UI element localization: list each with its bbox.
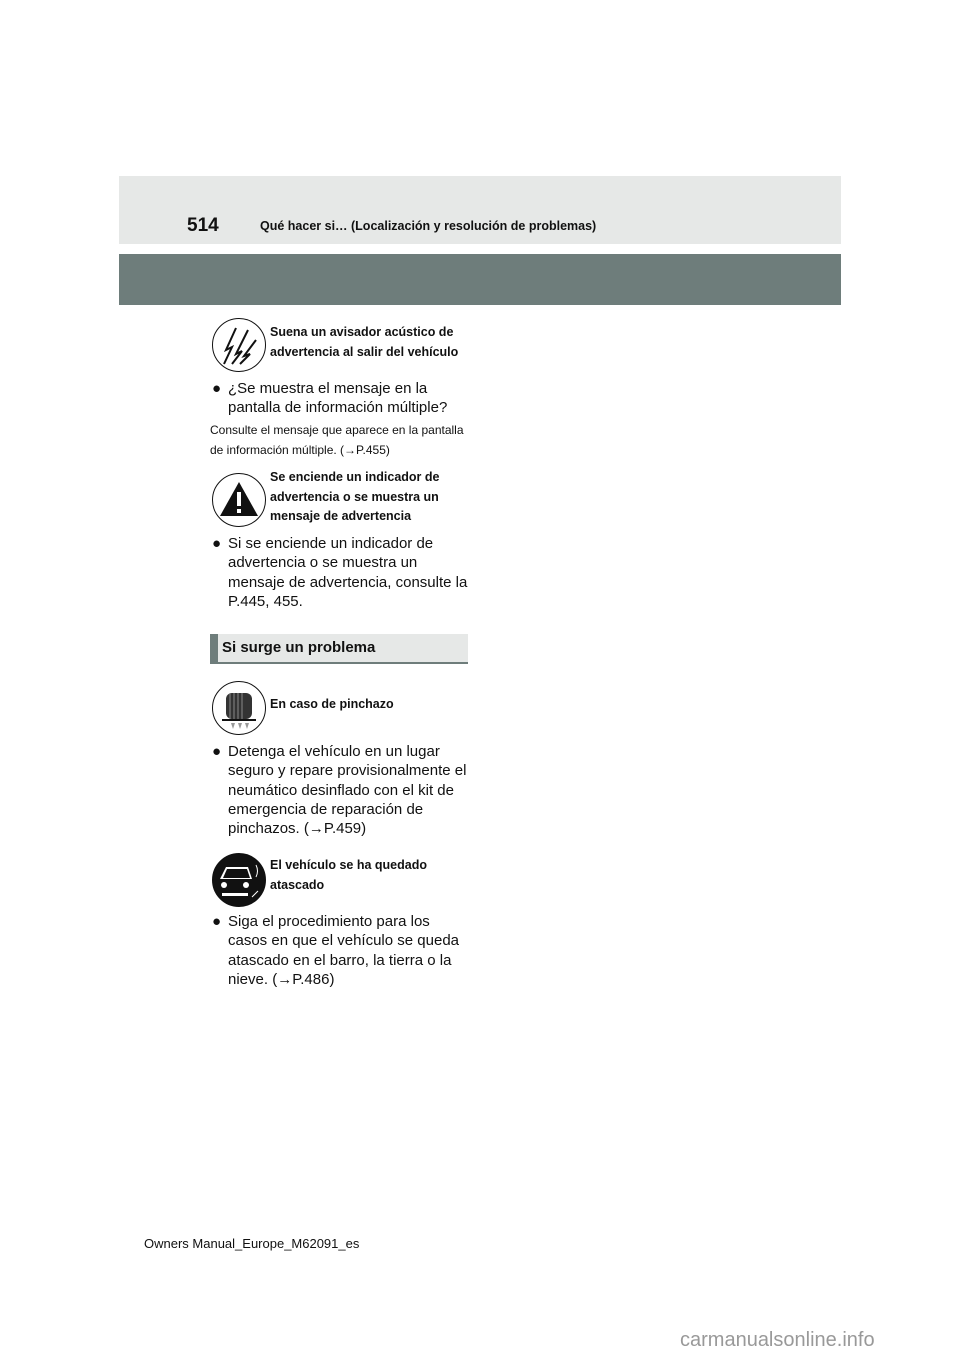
watermark-link[interactable]: carmanualsonline.info (680, 1329, 875, 1351)
item-label: El vehículo se ha quedado atascado (270, 858, 427, 892)
bullet-item: ● Siga el procedimiento para los casos en que el vehículo se queda atascado en el barro, la tierra o la nieve. (→P.486) (212, 913, 459, 988)
page-number: 514 (187, 215, 219, 236)
buzzer-icon (212, 318, 266, 372)
note-text: Consulte el mensaje que aparece en la pantalla de información múltiple. (→P.455) (210, 423, 464, 457)
bullet-item: ● Detenga el vehículo en un lugar seguro y repare provisionalmente el neumático desinflado con el kit de emergencia de reparación de pinchazos. (→P.459) (212, 743, 467, 838)
warning-triangle-icon (212, 473, 266, 527)
stuck-vehicle-icon (212, 853, 266, 907)
item-label: En caso de pinchazo (270, 697, 394, 711)
section-title: Si surge un problema (222, 639, 376, 656)
item-label: Suena un avisador acústico de advertencia al salir del vehículo (270, 325, 459, 359)
flat-tire-icon (212, 681, 266, 735)
section-heading (210, 634, 468, 664)
chapter-title: Qué hacer si… (Localización y resolución de problemas) (260, 219, 597, 233)
item-label: Se enciende un indicador de advertencia o se muestra un mensaje de advertencia (270, 470, 440, 523)
bullet-item: ● Si se enciende un indicador de advertencia o se muestra un mensaje de advertencia, consulte la P.445, 455. (212, 535, 468, 610)
header-band (119, 254, 841, 305)
header-bar (119, 176, 841, 244)
footer-text: Owners Manual_Europe_M62091_es (144, 1236, 360, 1251)
bullet-item: ● ¿Se muestra el mensaje en la pantalla de información múltiple? (212, 380, 448, 417)
